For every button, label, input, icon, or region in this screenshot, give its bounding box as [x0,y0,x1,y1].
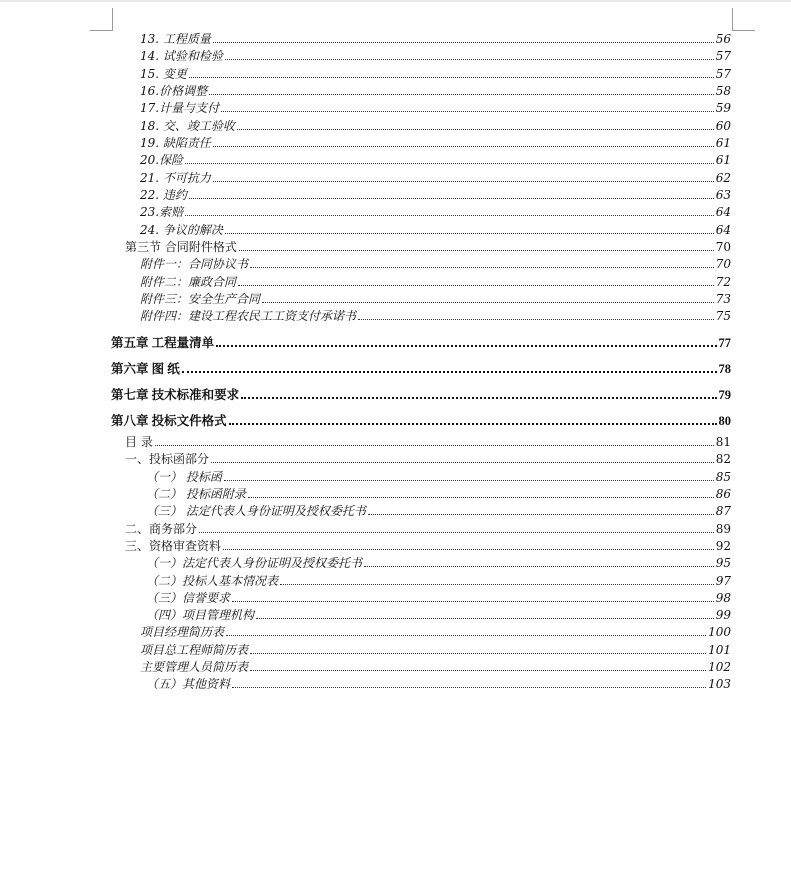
toc-leader [250,267,714,268]
toc-leader [241,397,716,399]
toc-entry[interactable] [140,29,731,46]
toc-chapter[interactable] [111,408,731,428]
toc-entry-page: 92 [715,539,731,553]
toc-entry[interactable] [146,484,731,501]
toc-leader [239,250,714,251]
toc-entry[interactable] [140,133,731,150]
toc-entry-page: 78 [718,362,731,376]
toc-chapter-title: 第七章 技术标准和要求 [111,388,240,402]
toc-leader [232,687,706,688]
toc-entry-page: 98 [715,591,731,605]
toc-entry-page: 95 [715,556,731,570]
toc-entry[interactable] [140,185,731,202]
toc-entry-page: 77 [718,336,731,350]
toc-section[interactable] [125,237,731,254]
toc-entry-page: 80 [718,414,731,428]
toc-entry-page: 103 [708,677,731,691]
toc-entry[interactable] [140,46,731,63]
toc-entry-page: 57 [715,49,731,63]
toc-leader [250,670,706,671]
toc-entry-title: 二、商务部分 [125,522,198,536]
toc-chapter[interactable] [111,356,731,376]
toc-entry-title: 项目经理简历表 [140,625,225,639]
margin-corner-mark-right [732,8,755,31]
toc-leader [211,462,714,463]
toc-entry-title: （四）项目管理机构 [146,608,255,622]
toc-entry-title: 一、投标函部分 [125,452,210,466]
toc-entry[interactable] [146,553,731,570]
toc-leader [232,601,714,602]
toc-entry-page: 86 [715,487,731,501]
toc-entry-title: 22. 违约 [140,188,187,202]
toc-entry-page: 101 [708,643,731,657]
toc-entry-page: 61 [715,153,731,167]
toc-entry-title: 主要管理人员简历表 [140,660,249,674]
toc-entry-page: 82 [715,452,731,466]
toc-entry-title: （三）信誉要求 [146,591,231,605]
toc-entry[interactable] [140,220,731,237]
toc-entry-page: 58 [715,84,731,98]
toc-entry-title: 附件四：建设工程农民工工资支付承诺书 [140,309,357,323]
page-top-edge [0,0,791,2]
toc-leader [182,371,717,373]
toc-leader [358,319,714,320]
toc-leader [248,497,714,498]
toc-entry-page: 102 [708,660,731,674]
toc-entry-page: 70 [715,240,731,254]
toc-entry-title: （五）其他资料 [146,677,231,691]
toc-entry[interactable] [146,501,731,518]
toc-entry-page: 75 [715,309,731,323]
toc-chapter-title: 第八章 投标文件格式 [111,414,227,428]
toc-entry[interactable] [146,588,731,605]
toc-entry-page: 60 [715,119,731,133]
toc-entry[interactable] [140,622,731,639]
toc-leader [224,480,714,481]
toc-leader [280,584,714,585]
toc-entry-page: 87 [715,504,731,518]
toc-entry-page: 85 [715,470,731,484]
toc-leader [155,445,714,446]
toc-leader [225,59,714,60]
toc-entry-title: （二） 投标函附录 [146,487,246,501]
toc-entry-page: 61 [715,136,731,150]
toc-leader [213,146,714,147]
toc-entry-page: 64 [715,223,731,237]
toc-entry-title: 20.保险 [140,153,184,167]
toc-entry-title: 23.索赔 [140,205,184,219]
toc-entry[interactable] [140,306,731,323]
toc-leader [221,111,714,112]
toc-entry-title: 14. 试验和检验 [140,49,223,63]
toc-entry[interactable] [140,254,731,271]
toc-leader [213,42,714,43]
toc-entry[interactable] [146,467,731,484]
toc-entry[interactable] [125,536,731,553]
toc-leader [262,302,714,303]
toc-entry[interactable] [125,432,731,449]
toc-entry-page: 97 [715,574,731,588]
toc-entry-page: 79 [718,388,731,402]
toc-entry[interactable] [140,272,731,289]
toc-entry[interactable] [146,571,731,588]
toc-leader [189,198,714,199]
toc-leader [209,94,714,95]
toc-leader [256,618,714,619]
toc-leader [216,345,716,347]
toc-leader [238,285,714,286]
toc-entry-title: 24. 争议的解决 [140,223,223,237]
toc-entry-page: 62 [715,171,731,185]
toc-leader [225,233,714,234]
toc-entry-page: 64 [715,205,731,219]
toc-entry[interactable] [140,168,731,185]
toc-entry-title: 第三节 合同附件格式 [125,240,237,254]
toc-leader [199,532,714,533]
toc-leader [189,77,714,78]
toc-chapter-title: 第五章 工程量清单 [111,336,215,350]
toc-entry[interactable] [140,98,731,115]
toc-leader [229,423,717,425]
toc-entry-title: （一） 投标函 [146,470,222,484]
toc-entry-title: 项目总工程师简历表 [140,643,249,657]
toc-entry-title: 附件一：合同协议书 [140,257,249,271]
toc-entry-page: 72 [715,275,731,289]
toc-entry[interactable] [125,519,731,536]
toc-entry-page: 59 [715,101,731,115]
margin-corner-mark-left [90,8,113,31]
toc-entry-page: 57 [715,67,731,81]
toc-entry[interactable] [125,449,731,466]
toc-entry-title: （一）法定代表人身份证明及授权委托书 [146,556,363,570]
toc-leader [368,514,714,515]
toc-entry-page: 81 [715,435,731,449]
toc-entry-title: （二）投标人基本情况表 [146,574,279,588]
toc-leader [185,163,714,164]
toc-entry-title: 19. 缺陷责任 [140,136,211,150]
toc-entry-page: 70 [715,257,731,271]
toc-leader [364,566,714,567]
toc-entry-title: （三） 法定代表人身份证明及授权委托书 [146,504,366,518]
toc-entry-title: 附件二：廉政合同 [140,275,237,289]
toc-leader [237,129,714,130]
toc-entry-page: 73 [715,292,731,306]
toc-entry[interactable] [140,116,731,133]
toc-entry-title: 目 录 [125,435,153,449]
toc-leader [250,653,706,654]
toc-entry-title: 15. 变更 [140,67,187,81]
toc-entry-title: 17.计量与支付 [140,101,220,115]
toc-entry[interactable] [140,289,731,306]
toc-entry-title: 附件三：安全生产合同 [140,292,261,306]
toc-entry[interactable] [146,674,731,691]
toc-leader [223,549,714,550]
toc-entry-page: 56 [715,32,731,46]
toc-leader [226,635,706,636]
toc-entry-page: 89 [715,522,731,536]
toc-entry-page: 100 [708,625,731,639]
toc-chapter[interactable] [111,330,731,350]
toc-entry[interactable] [146,605,731,622]
toc-entry[interactable] [140,202,731,219]
toc-entry[interactable] [140,640,731,657]
toc-leader [213,181,714,182]
toc-entry[interactable] [140,64,731,81]
toc-entry-title: 18. 交、竣工验收 [140,119,235,133]
toc-leader [185,215,714,216]
toc-entry-title: 21. 不可抗力 [140,171,211,185]
toc-entry-title: 三、资格审查资料 [125,539,222,553]
toc-entry[interactable] [140,150,731,167]
toc-chapter[interactable] [111,382,731,402]
toc-chapter-title: 第六章 图 纸 [111,362,180,376]
toc-entry[interactable] [140,657,731,674]
toc-entry-page: 99 [715,608,731,622]
toc-entry-title: 16.价格调整 [140,84,208,98]
toc-entry-page: 63 [715,188,731,202]
toc-entry-title: 13. 工程质量 [140,32,211,46]
toc-entry[interactable] [140,81,731,98]
